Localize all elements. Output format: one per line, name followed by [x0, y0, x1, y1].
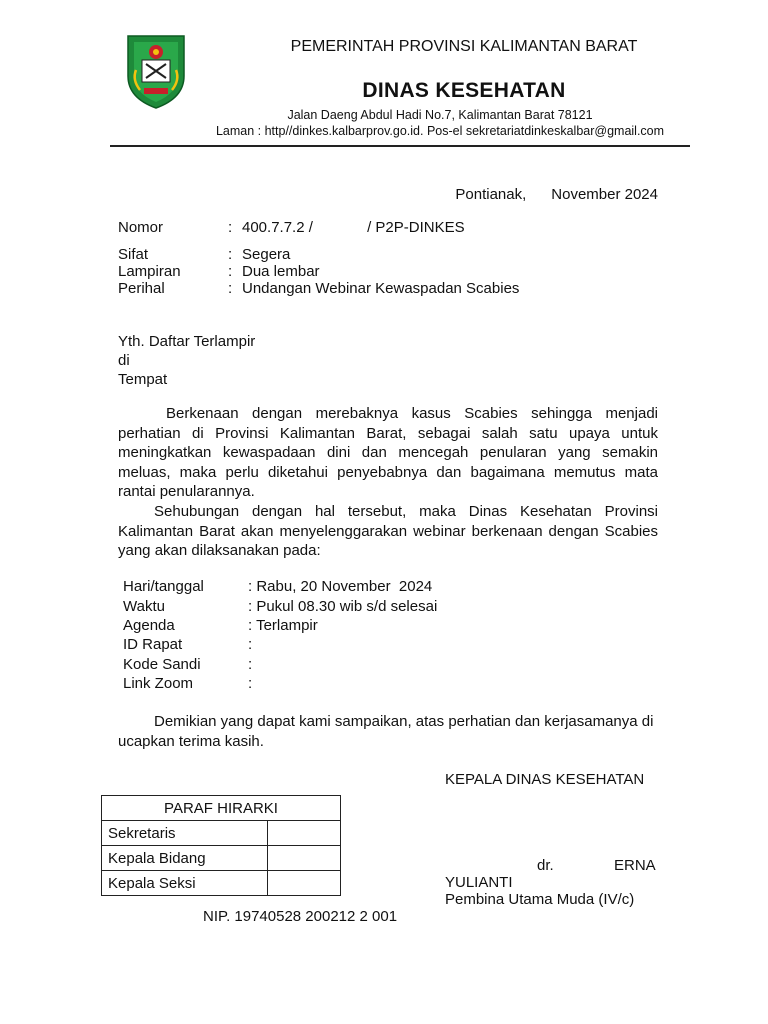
meta-label-sifat: Sifat — [118, 246, 149, 263]
meta-label-nomor: Nomor — [118, 219, 164, 236]
meta-colon: : — [228, 246, 233, 263]
meta-value-nomor: 400.7.7.2 / / P2P-DINKES — [242, 219, 465, 236]
paraf-role: Kepala Bidang — [102, 846, 268, 871]
schedule-label: Link Zoom — [123, 675, 194, 692]
paraf-role: Kepala Seksi — [102, 871, 268, 896]
signatory-nip: NIP. 19740528 200212 2 001 — [203, 908, 398, 925]
body-paragraph-1: Berkenaan dengan merebaknya kasus Scabies sehingga menjadi perhatian di Provinsi Kalimantan Barat, sebagai salah satu upaya untuk meningkatkan kewaspadaan dini dan mencegah penularan yang semakin meluas, maka perlu diketahui penyebabnya dan bagaimana memutus mata rantai penularannya. — [118, 405, 658, 500]
schedule-label: Hari/tanggal — [123, 578, 204, 595]
letterhead-divider — [110, 145, 690, 147]
recipient-line: Yth. Daftar Terlampir — [118, 333, 256, 350]
meta-label-perihal: Perihal — [118, 280, 165, 297]
recipient-line: Tempat — [118, 371, 168, 388]
date-line: Pontianak, November 2024 — [455, 186, 658, 203]
recipient-line: di — [118, 352, 130, 369]
paraf-sign-cell — [267, 846, 340, 871]
paraf-sign-cell — [267, 871, 340, 896]
schedule-value: : — [248, 656, 253, 673]
agency-name: DINAS KESEHATAN — [362, 79, 566, 102]
schedule-label: Kode Sandi — [123, 656, 201, 673]
address-line: Jalan Daeng Abdul Hadi No.7, Kalimantan Barat 78121 — [287, 108, 593, 122]
paraf-header: PARAF HIRARKI — [102, 796, 341, 821]
west-kalimantan-emblem-icon — [122, 30, 190, 110]
meta-colon: : — [228, 219, 233, 236]
table-row — [102, 796, 341, 821]
schedule-label: Waktu — [123, 598, 165, 615]
signatory-rank: Pembina Utama Muda (IV/c) — [445, 891, 635, 908]
schedule-label: Agenda — [123, 617, 175, 634]
schedule-value: : — [248, 675, 253, 692]
meta-label-lampiran: Lampiran — [118, 263, 181, 280]
paraf-role: Sekretaris — [102, 821, 268, 846]
meta-colon: : — [228, 263, 233, 280]
meta-value-sifat: Segera — [242, 246, 291, 263]
signatory-title: KEPALA DINAS KESEHATAN — [445, 771, 645, 788]
schedule-value: : — [248, 636, 253, 653]
signatory-name-part: dr. — [537, 857, 554, 874]
meta-value-lampiran: Dua lembar — [242, 263, 320, 280]
table-row — [102, 846, 341, 871]
schedule-value: : Terlampir — [248, 617, 318, 634]
agency-address — [180, 107, 700, 139]
table-row — [102, 821, 341, 846]
meta-colon: : — [228, 280, 233, 297]
body-paragraph-2: Sehubungan dengan hal tersebut, maka Dinas Kesehatan Provinsi Kalimantan Barat akan menyelenggarakan webinar berkenaan dengan Scabies yang akan dilaksanakan pada: — [118, 503, 658, 559]
schedule-value: : Pukul 08.30 wib s/d selesai — [248, 598, 438, 615]
signatory-name-part: YULIANTI — [445, 874, 513, 891]
government-line: PEMERINTAH PROVINSI KALIMANTAN BARAT — [290, 38, 638, 55]
schedule-label: ID Rapat — [123, 636, 183, 653]
paraf-sign-cell — [267, 821, 340, 846]
table-row — [102, 871, 341, 896]
schedule-value: : Rabu, 20 November 2024 — [248, 578, 433, 595]
closing-paragraph: Demikian yang dapat kami sampaikan, atas perhatian dan kerjasamanya di ucapkan terima kasih. — [118, 713, 654, 750]
meta-value-perihal: Undangan Webinar Kewaspadan Scabies — [242, 280, 520, 297]
web-email-line: Laman : http//dinkes.kalbarprov.go.id. Pos-el sekretariatdinkeskalbar@gmail.com — [215, 124, 665, 138]
paraf-hirarki-table — [101, 795, 341, 896]
signatory-name-part: ERNA — [614, 857, 656, 874]
